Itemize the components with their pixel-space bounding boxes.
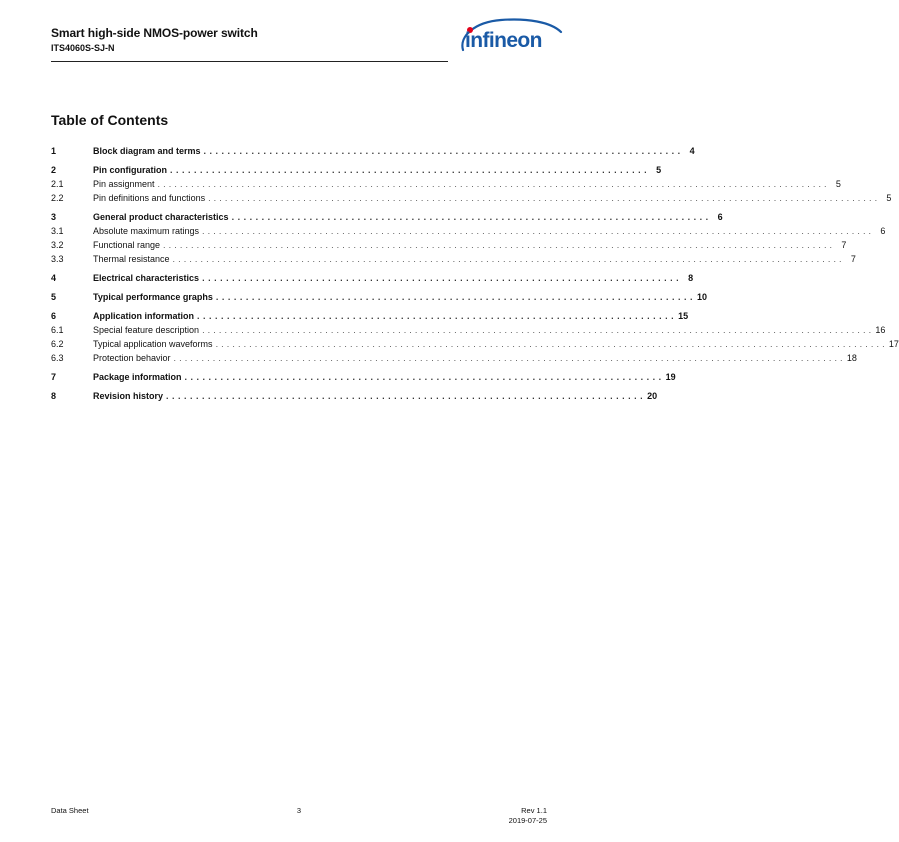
toc-entry-title: Electrical characteristics — [93, 273, 200, 283]
toc-entry-page: 19 — [665, 372, 676, 382]
toc-entry[interactable] — [51, 290, 707, 304]
toc-entry-page: 6 — [880, 226, 886, 236]
toc-entry-page: 5 — [656, 165, 662, 175]
toc-dot-leader: . . . . . . . . . . . . . . . . . . . . . . . . . . . . . . . . . . . . . . . . . . . . . . . . . . . . . . . . . . . . . . . . . . . . . . . . . . . . . . . . . . . . . . . . . . . . . . . . . . . . . . . . . . . . . . . . . . . . . . . . — [215, 339, 885, 349]
toc-entry-title: Typical application waveforms — [93, 339, 213, 349]
toc-entry-page: 15 — [678, 311, 689, 321]
toc-entry[interactable] — [51, 271, 694, 285]
toc-entry-number: 7 — [51, 372, 57, 382]
toc-dot-leader: . . . . . . . . . . . . . . . . . . . . . . . . . . . . . . . . . . . . . . . . . . . . . . . . . . . . . . . . . . . . . . . . . . . . . . . . . . . . . . . . — [231, 212, 709, 222]
toc-dot-leader: . . . . . . . . . . . . . . . . . . . . . . . . . . . . . . . . . . . . . . . . . . . . . . . . . . . . . . . . . . . . . . . . . . . . . . . . . . . . . . . . . . . . . . . . . . . . . . . . . . . . . . . . . . . . . . . . . . . . . . . . — [157, 179, 827, 189]
toc-dot-leader: . . . . . . . . . . . . . . . . . . . . . . . . . . . . . . . . . . . . . . . . . . . . . . . . . . . . . . . . . . . . . . . . . . . . . . . . . . . . . . . . . . . . . . . . . . . . . . . . . . . . . . . . . . . . . . . . . . . . . . . . — [208, 193, 878, 203]
logo-wordmark: infineon — [465, 29, 542, 52]
toc-entry-number: 2 — [51, 165, 57, 175]
toc-entry[interactable] — [51, 351, 857, 365]
page-header — [51, 25, 448, 62]
toc-entry[interactable] — [51, 224, 886, 238]
toc-entry-number: 5 — [51, 292, 57, 302]
footer-revision-block — [509, 806, 547, 826]
toc-dot-leader: . . . . . . . . . . . . . . . . . . . . . . . . . . . . . . . . . . . . . . . . . . . . . . . . . . . . . . . . . . . . . . . . . . . . . . . . . . . . . . . . — [170, 165, 648, 175]
toc-entry[interactable] — [51, 309, 689, 323]
toc-entry-title: Revision history — [93, 391, 164, 401]
toc-entry-page: 6 — [717, 212, 723, 222]
toc-entry-number: 3.1 — [51, 226, 64, 236]
toc-entry[interactable] — [51, 191, 892, 205]
toc-entry-title: Protection behavior — [93, 353, 171, 363]
toc-entry-page: 5 — [886, 193, 892, 203]
toc-entry-number: 1 — [51, 146, 57, 156]
toc-entry[interactable] — [51, 323, 886, 337]
toc-dot-leader: . . . . . . . . . . . . . . . . . . . . . . . . . . . . . . . . . . . . . . . . . . . . . . . . . . . . . . . . . . . . . . . . . . . . . . . . . . . . . . . . . . . . . . . . . . . . . . . . . . . . . . . . . . . . . . . . . . . . . . . . — [202, 226, 872, 236]
toc-entry-number: 4 — [51, 273, 57, 283]
table-of-contents — [51, 144, 899, 403]
toc-entry-title: Pin configuration — [93, 165, 167, 175]
toc-dot-leader: . . . . . . . . . . . . . . . . . . . . . . . . . . . . . . . . . . . . . . . . . . . . . . . . . . . . . . . . . . . . . . . . . . . . . . . . . . . . . . . . . . . . . . . . . . . . . . . . . . . . . . . . . . . . . . . . . . . . . . . . — [202, 325, 872, 335]
toc-entry-page: 4 — [689, 146, 695, 156]
document-part-number: ITS4060S-SJ-N — [51, 43, 115, 53]
toc-entry-number: 8 — [51, 391, 57, 401]
toc-entry[interactable] — [51, 144, 695, 158]
toc-entry-page: 16 — [875, 325, 886, 335]
toc-entry-number: 6 — [51, 311, 57, 321]
toc-dot-leader: . . . . . . . . . . . . . . . . . . . . . . . . . . . . . . . . . . . . . . . . . . . . . . . . . . . . . . . . . . . . . . . . . . . . . . . . . . . . . . . . — [203, 146, 681, 156]
toc-entry-title: General product characteristics — [93, 212, 229, 222]
toc-entry[interactable] — [51, 337, 899, 351]
document-title: Smart high-side NMOS-power switch — [51, 26, 258, 40]
toc-dot-leader: . . . . . . . . . . . . . . . . . . . . . . . . . . . . . . . . . . . . . . . . . . . . . . . . . . . . . . . . . . . . . . . . . . . . . . . . . . . . . . . . — [166, 391, 644, 401]
footer-revision: Rev 1.1 — [521, 806, 547, 815]
toc-entry[interactable] — [51, 370, 676, 384]
toc-entry-title: Functional range — [93, 240, 161, 250]
toc-entry-page: 7 — [850, 254, 856, 264]
toc-entry-title: Thermal resistance — [93, 254, 170, 264]
toc-dot-leader: . . . . . . . . . . . . . . . . . . . . . . . . . . . . . . . . . . . . . . . . . . . . . . . . . . . . . . . . . . . . . . . . . . . . . . . . . . . . . . . . — [215, 292, 693, 302]
toc-entry-title: Pin definitions and functions — [93, 193, 206, 203]
toc-entry-number: 2.2 — [51, 193, 64, 203]
toc-entry-number: 6.2 — [51, 339, 64, 349]
toc-entry-title: Pin assignment — [93, 179, 155, 189]
toc-entry-page: 10 — [696, 292, 707, 302]
toc-dot-leader: . . . . . . . . . . . . . . . . . . . . . . . . . . . . . . . . . . . . . . . . . . . . . . . . . . . . . . . . . . . . . . . . . . . . . . . . . . . . . . . . . . . . . . . . . . . . . . . . . . . . . . . . . . . . . . . . . . . . . . . . — [163, 240, 833, 250]
footer-doc-type: Data Sheet — [51, 806, 89, 815]
toc-dot-leader: . . . . . . . . . . . . . . . . . . . . . . . . . . . . . . . . . . . . . . . . . . . . . . . . . . . . . . . . . . . . . . . . . . . . . . . . . . . . . . . . — [202, 273, 680, 283]
toc-entry-page: 17 — [888, 339, 899, 349]
toc-entry-title: Package information — [93, 372, 182, 382]
toc-entry-number: 3.3 — [51, 254, 64, 264]
infineon-logo — [455, 16, 565, 60]
toc-entry-number: 3.2 — [51, 240, 64, 250]
toc-entry-number: 6.1 — [51, 325, 64, 335]
toc-entry-page: 5 — [835, 179, 841, 189]
toc-dot-leader: . . . . . . . . . . . . . . . . . . . . . . . . . . . . . . . . . . . . . . . . . . . . . . . . . . . . . . . . . . . . . . . . . . . . . . . . . . . . . . . . . . . . . . . . . . . . . . . . . . . . . . . . . . . . . . . . . . . . . . . . — [172, 254, 842, 264]
toc-entry-title: Absolute maximum ratings — [93, 226, 200, 236]
toc-entry-title: Typical performance graphs — [93, 292, 213, 302]
page-footer — [51, 806, 547, 830]
toc-dot-leader: . . . . . . . . . . . . . . . . . . . . . . . . . . . . . . . . . . . . . . . . . . . . . . . . . . . . . . . . . . . . . . . . . . . . . . . . . . . . . . . . — [184, 372, 662, 382]
toc-entry-title: Application information — [93, 311, 194, 321]
toc-entry-number: 2.1 — [51, 179, 64, 189]
toc-entry[interactable] — [51, 177, 841, 191]
footer-date: 2019-07-25 — [508, 816, 547, 825]
toc-dot-leader: . . . . . . . . . . . . . . . . . . . . . . . . . . . . . . . . . . . . . . . . . . . . . . . . . . . . . . . . . . . . . . . . . . . . . . . . . . . . . . . . . . . . . . . . . . . . . . . . . . . . . . . . . . . . . . . . . . . . . . . . — [173, 353, 843, 363]
toc-entry-title: Special feature description — [93, 325, 200, 335]
toc-entry[interactable] — [51, 210, 723, 224]
toc-entry[interactable] — [51, 163, 662, 177]
toc-entry-number: 6.3 — [51, 353, 64, 363]
toc-entry[interactable] — [51, 252, 856, 266]
toc-entry-page: 7 — [841, 240, 847, 250]
toc-entry-number: 3 — [51, 212, 57, 222]
toc-entry-page: 8 — [688, 273, 694, 283]
toc-entry-title: Block diagram and terms — [93, 146, 201, 156]
footer-page-number: 3 — [296, 806, 302, 815]
toc-entry-page: 18 — [846, 353, 857, 363]
toc-dot-leader: . . . . . . . . . . . . . . . . . . . . . . . . . . . . . . . . . . . . . . . . . . . . . . . . . . . . . . . . . . . . . . . . . . . . . . . . . . . . . . . . — [197, 311, 675, 321]
toc-heading: Table of Contents — [51, 112, 169, 128]
toc-entry[interactable] — [51, 389, 658, 403]
toc-entry-page: 20 — [647, 391, 658, 401]
toc-entry[interactable] — [51, 238, 847, 252]
